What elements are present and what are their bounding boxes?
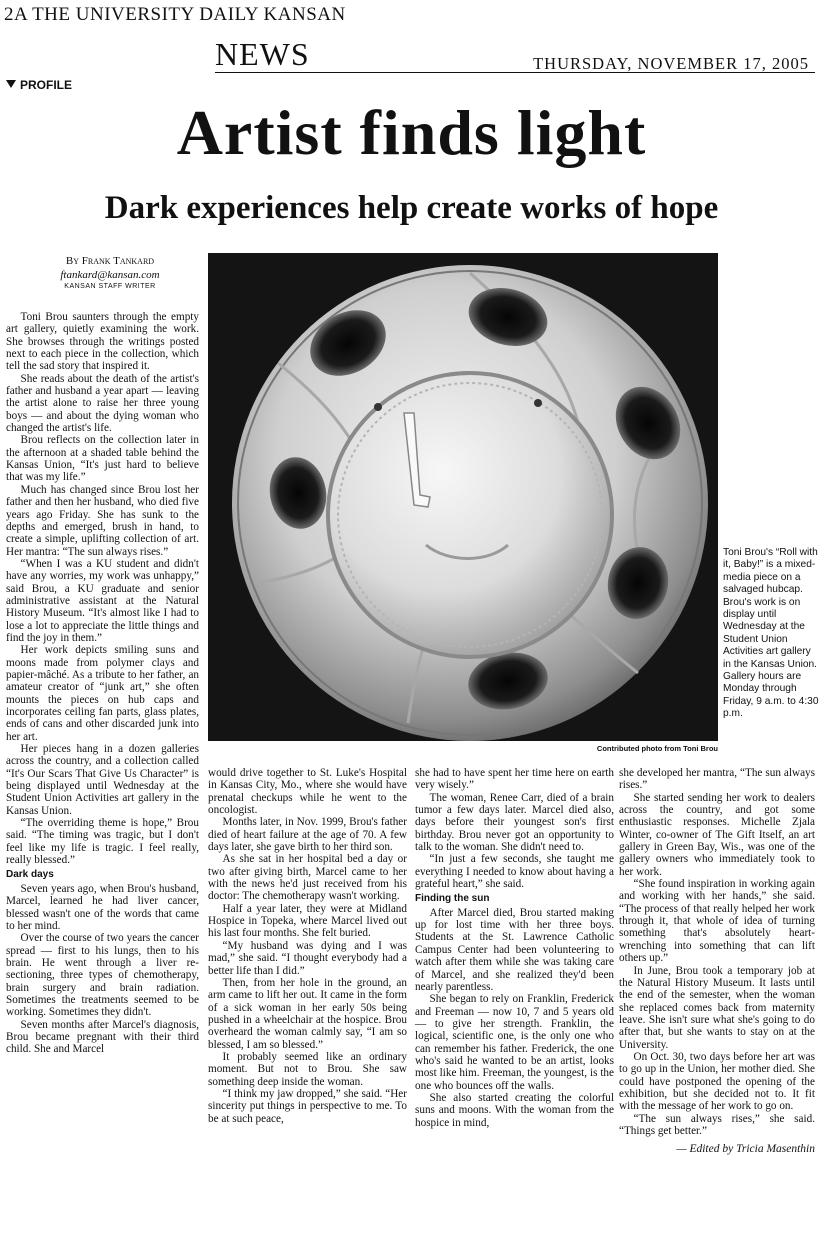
paragraph: “The sun always rises,” she said. “Things get better.” bbox=[619, 1112, 815, 1137]
paragraph: It probably seemed like an ordinary moment. But not to Brou. She saw something deep inside the woman. bbox=[208, 1050, 407, 1088]
paragraph: She began to rely on Franklin, Frederick and Freeman — now 10, 7 and 5 years old — to give her strength. Franklin, the logical, scientific one, is the only one who can remember his father. Frederick, the one who's said he wanted to be an artist, looks most like him. Freeman, the youngest, is the one who bounces off the walls. bbox=[415, 993, 614, 1092]
byline bbox=[40, 255, 180, 291]
paragraph: Then, from her hole in the ground, an arm came to lift her out. It came in the form of a sick woman in her early 50s being pushed in a wheelchair at the hospice. Brou overheard the woman calmly say, “I am so blessed, I am so blessed.” bbox=[208, 976, 407, 1051]
paragraph: In June, Brou took a temporary job at the Natural History Museum. It lasts until the end of the semester, when the woman she replaced comes back from maternity leave. She isn't sure what she's going to do after that, but she wants to stay on at the University. bbox=[619, 964, 815, 1051]
paragraph: Much has changed since Brou lost her father and then her husband, who died five years ago Friday. She has sunk to the depths and emerged, brush in hand, to create a simple, uplifting collection of art. Her mantra: “The sun always rises.” bbox=[6, 483, 199, 558]
article-column-4 bbox=[619, 767, 815, 1156]
paragraph: As she sat in her hospital bed a day or two after giving birth, Marcel came to her with the news he'd just received from his doctor: The chemotherapy wasn't working. bbox=[208, 853, 407, 903]
author-email: ftankard@kansan.com bbox=[60, 268, 160, 281]
paragraph: Over the course of two years the cancer spread — first to his lungs, then to his brain. He went through a liver re-sectioning, three types of chemotherapy, brain surgery and brain radiation. Sometimes the treatments seemed to be working. Sometimes they didn't. bbox=[6, 932, 199, 1019]
paragraph: She also started creating the colorful suns and moons. With the woman from the hospice in mind, bbox=[415, 1091, 614, 1129]
paragraph: “She found inspiration in working again and working with her hands,” she said. “The process of that really helped her work through it, that whole of idea of turning something that's absolutely heart-wrenching into something that can lift others up.” bbox=[619, 878, 815, 965]
article-column-3 bbox=[415, 767, 614, 1129]
kicker-label: PROFILE bbox=[20, 78, 73, 92]
paragraph: “I think my jaw dropped,” she said. “Her sincerity put things in perspective to me. To be at such peace, bbox=[208, 1087, 407, 1125]
paragraph: Toni Brou saunters through the empty art gallery, quietly examining the work. She browses through the writings posted next to each piece in the collection, which tell the sad story that inspired it. bbox=[6, 311, 199, 373]
paragraph: Seven years ago, when Brou's husband, Marcel, learned he had liver cancer, blessed wasn't one of the words that came to her mind. bbox=[6, 882, 199, 932]
paragraph: She reads about the death of the artist's father and husband a year apart — leaving the artist alone to raise her three young boys — and about the dying woman who changed the artist's life. bbox=[6, 372, 199, 435]
editor-credit: — Edited by Tricia Masenthin bbox=[676, 1143, 815, 1156]
paragraph: Half a year later, they were at Midland Hospice in Topeka, where Marcel lived out his last four months. She felt buried. bbox=[208, 902, 407, 940]
paragraph: Months later, in Nov. 1999, Brou's father died of heart failure at the age of 70. A few days later, she gave birth to her third son. bbox=[208, 816, 407, 854]
paragraph: would drive together to St. Luke's Hospital in Kansas City, Mo., where she would have prenatal checkups while he went to the oncologist. bbox=[208, 767, 407, 817]
section-kicker bbox=[6, 78, 72, 92]
paragraph: On Oct. 30, two days before her art was to go up in the Union, her mother died. She could have postponed the opening of the exhibition, but she decided not to. It fit with the message of her work to go on. bbox=[619, 1050, 815, 1113]
masthead bbox=[0, 0, 823, 80]
photo-credit: Contributed photo from Toni Brou bbox=[596, 744, 718, 753]
paragraph: Seven months after Marcel's diagnosis, Brou became pregnant with their third child. She and Marcel bbox=[6, 1018, 199, 1056]
issue-date: THURSDAY, NOVEMBER 17, 2005 bbox=[533, 54, 809, 73]
paragraph: she had to have spent her time here on earth very wisely.” bbox=[415, 767, 614, 792]
paragraph: The woman, Renee Carr, died of a brain tumor a few days later. Marcel died also, days before their youngest son's first birthday. Brou never got an opportunity to talk to the woman. She didn't need to. bbox=[415, 791, 614, 854]
hubcap-artwork-image bbox=[208, 253, 718, 741]
paragraph: “My husband was dying and I was mad,” she said. “I thought everybody had a better life than I did.” bbox=[208, 939, 407, 977]
article-column-1 bbox=[6, 311, 199, 1056]
headline: Artist finds light bbox=[176, 97, 647, 168]
paragraph: Her pieces hang in a dozen galleries across the country, and a collection called “It's Our Scars That Give Us Character” is being displayed until Wednesday at the Student Union Activities art gallery in the Kansas Union. bbox=[6, 743, 199, 817]
article-column-2 bbox=[208, 767, 407, 1125]
section-name: NEWS bbox=[215, 36, 310, 72]
paragraph: “In just a few seconds, she taught me everything I needed to know about having a grateful heart,” she said. bbox=[415, 853, 614, 891]
photo-caption: Toni Brou's “Roll with it, Baby!” is a mixed-media piece on a salvaged hubcap. Brou's work is on display until Wednesday at the Student Union Activities art gallery in the Kansas Union. Gallery hours are Monday through Friday, 9 a.m. to 4:30 p.m. bbox=[723, 547, 819, 720]
author-name: By Frank Tankard bbox=[65, 255, 155, 267]
paragraph: she developed her mantra, “The sun always rises.” bbox=[619, 767, 815, 792]
paragraph: She started sending her work to dealers across the country, and got some enthusiastic responses. Michelle Zjala Winter, co-owner of The Gift Itself, an art gallery in Green Bay, Wis., was one of the gallery owners who immediately took to her work. bbox=[619, 791, 815, 878]
subheadline: Dark experiences help create works of hope bbox=[104, 190, 719, 226]
triangle-down-icon bbox=[6, 80, 16, 88]
paragraph: Brou reflects on the collection later in the afternoon at a shaded table behind the Kansas Union, “It's just hard to believe that was my life.” bbox=[6, 434, 199, 484]
section-subhead-finding-the-sun: Finding the sun bbox=[415, 893, 490, 905]
author-role: KANSAN STAFF WRITER bbox=[64, 282, 156, 290]
paragraph: After Marcel died, Brou started making up for lost time with her three boys. Students at the St. Lawrence Catholic Campus Center had been volunteering to watch after them while she was taking care of Marcel, and she realized they'd been nearly parentless. bbox=[415, 906, 614, 993]
paragraph: Her work depicts smiling suns and moons made from polymer clays and papier-mâché. As a tribute to her father, an amateur creator of “junk art,” she often mounts the pieces on hub caps and incorporates ceiling fan parts, glass plates, ends of cans and other discarded junk into her art. bbox=[6, 644, 199, 743]
artwork-photo bbox=[208, 253, 718, 741]
paragraph: “The overriding theme is hope,” Brou said. “The timing was tragic, but I don't feel like my life is tragic. I feel really, really blessed.” bbox=[6, 817, 199, 867]
paragraph: “When I was a KU student and didn't have any worries, my work was unhappy,” said Brou, a KU graduate and senior administrative assistant at the Natural History Museum. “It's almost like I had to lose a lot to appreciate the little things and find the joy in them.” bbox=[6, 557, 199, 644]
section-subhead-dark-days: Dark days bbox=[6, 869, 54, 881]
page-label: 2A THE UNIVERSITY DAILY KANSAN bbox=[4, 4, 346, 25]
